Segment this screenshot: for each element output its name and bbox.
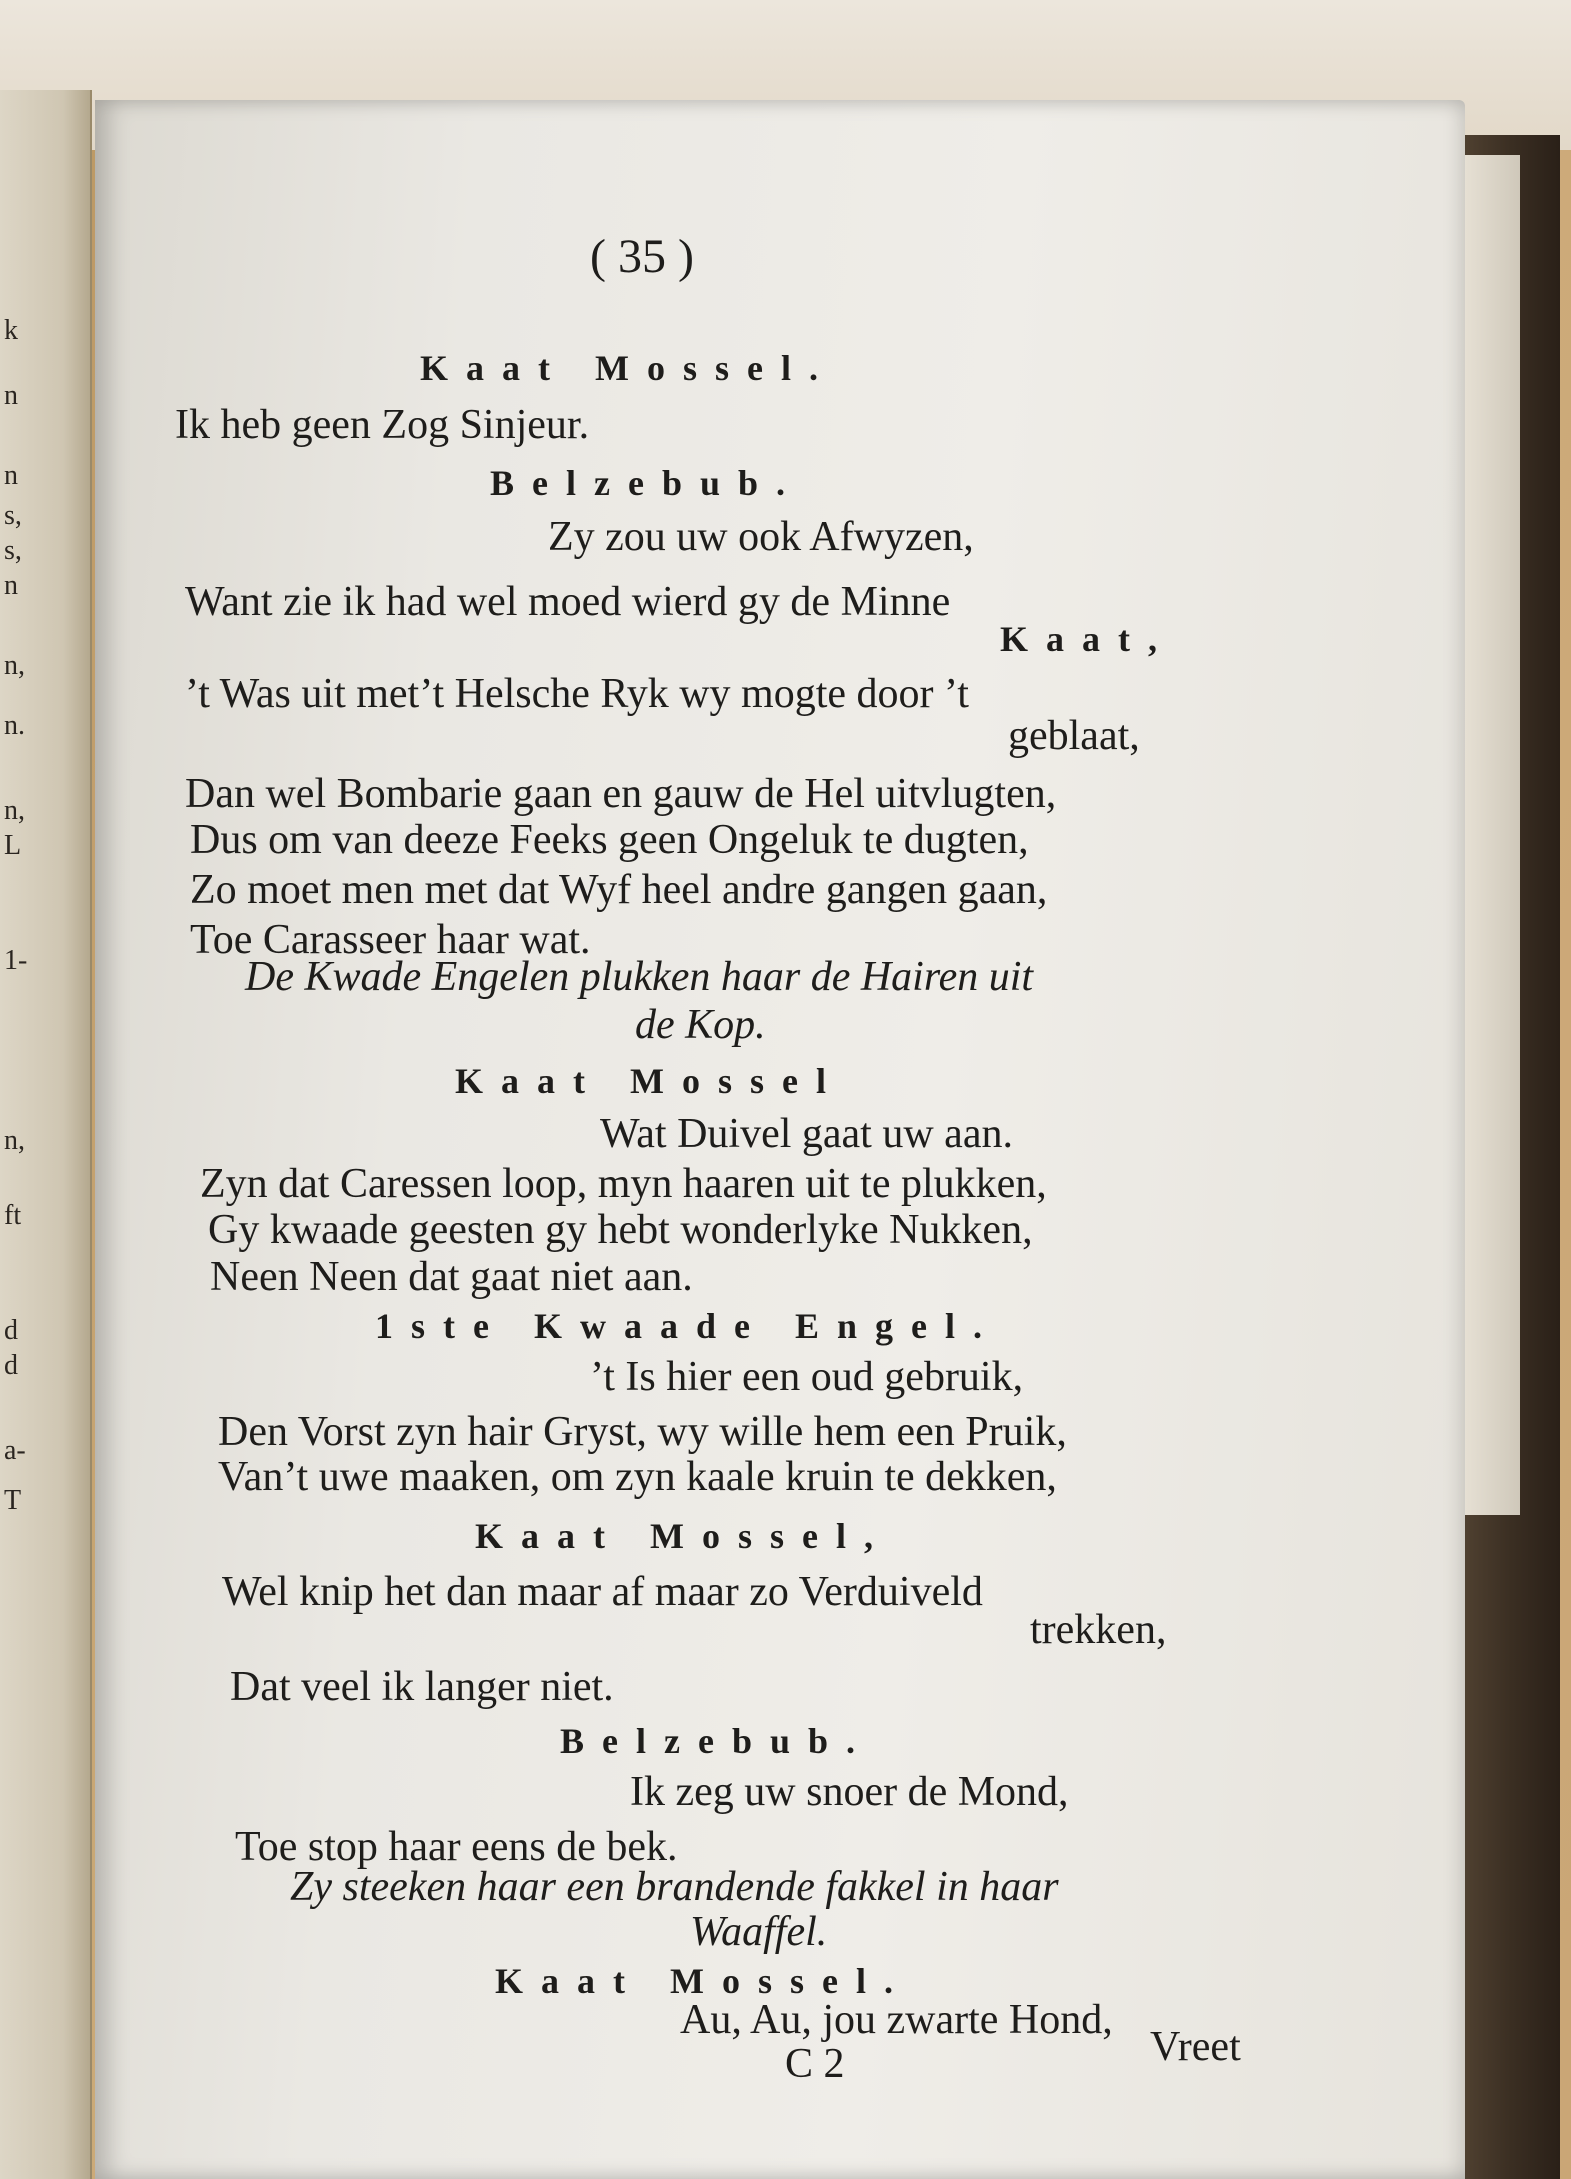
left-fragment: d — [4, 1315, 18, 1346]
text-line: trekken, — [1030, 1607, 1167, 1653]
left-fragment: ft — [4, 1200, 22, 1231]
speaker-name: 1ste Kwaade Engel. — [375, 1306, 1000, 1346]
left-fragment: d — [4, 1350, 18, 1381]
signature-mark: C 2 — [785, 2041, 845, 2087]
text-line: ’t Was uit met’t Helsche Ryk wy mogte door ’t — [185, 671, 969, 717]
text-line: Gy kwaade geesten gy hebt wonderlyke Nukken, — [208, 1207, 1033, 1253]
left-page-edge — [0, 90, 92, 2179]
left-fragment: n — [4, 570, 18, 601]
stage-direction: de Kop. — [635, 1002, 766, 1048]
text-line: Toe stop haar eens de bek. — [235, 1824, 678, 1870]
text-line: Wat Duivel gaat uw aan. — [600, 1111, 1013, 1157]
protruding-leaf — [1460, 155, 1520, 1515]
left-fragment: s, — [4, 535, 22, 566]
stage-direction: De Kwade Engelen plukken haar de Hairen uit — [245, 954, 1034, 1000]
catchword: Vreet — [1150, 2024, 1241, 2070]
left-fragment: 1- — [4, 945, 28, 976]
speaker-name: Kaat Mossel. — [495, 1961, 911, 2001]
text-line: Wel knip het dan maar af maar zo Verduiveld — [222, 1569, 983, 1615]
text-line: Den Vorst zyn hair Gryst, wy wille hem een Pruik, — [218, 1409, 1067, 1455]
stage-direction: Zy steeken haar een brandende fakkel in haar — [290, 1864, 1059, 1910]
speaker-name: Kaat Mossel, — [475, 1516, 891, 1556]
speaker-name: Kaat Mossel — [455, 1061, 844, 1101]
text-line: Dus om van deeze Feeks geen Ongeluk te dugten, — [190, 817, 1029, 863]
stage-direction: Waaffel. — [690, 1909, 828, 1955]
left-fragment: L — [4, 830, 22, 861]
speaker-name: Belzebub. — [560, 1721, 874, 1761]
text-line: Ik heb geen Zog Sinjeur. — [175, 402, 590, 448]
text-line: geblaat, — [1008, 713, 1140, 759]
text-line: Toe Carasseer haar wat. — [190, 917, 591, 963]
text-line: Dat veel ik langer niet. — [230, 1664, 614, 1710]
text-line: Neen Neen dat gaat niet aan. — [210, 1254, 693, 1300]
left-fragment: k — [4, 315, 18, 346]
text-line: Zy zou uw ook Afwyzen, — [548, 514, 974, 560]
left-fragment: n. — [4, 710, 25, 741]
speaker-name: Belzebub. — [490, 463, 804, 503]
left-fragment: n — [4, 380, 18, 411]
text-line: Au, Au, jou zwarte Hond, — [680, 1997, 1113, 2043]
text-line: ’t Is hier een oud gebruik, — [590, 1354, 1024, 1400]
text-line: Zyn dat Caressen loop, myn haaren uit te plukken, — [200, 1161, 1047, 1207]
left-fragment: a- — [4, 1435, 26, 1466]
left-fragment: n, — [4, 795, 25, 826]
left-fragment: T — [4, 1485, 22, 1516]
text-line: Van’t uwe maaken, om zyn kaale kruin te dekken, — [218, 1454, 1057, 1500]
text-line: Zo moet men met dat Wyf heel andre gangen gaan, — [190, 867, 1048, 913]
text-line: Want zie ik had wel moed wierd gy de Minne — [185, 579, 951, 625]
left-fragment: n, — [4, 650, 25, 681]
text-line: Ik zeg uw snoer de Mond, — [630, 1769, 1069, 1815]
page-number: ( 35 ) — [590, 230, 694, 283]
left-fragment: n, — [4, 1125, 25, 1156]
left-fragment: n — [4, 460, 18, 491]
left-fragment: s, — [4, 500, 22, 531]
speaker-name: Kaat Mossel. — [420, 348, 836, 388]
text-line: Dan wel Bombarie gaan en gauw de Hel uitvlugten, — [185, 771, 1057, 817]
text-line: Kaat, — [1000, 619, 1175, 659]
